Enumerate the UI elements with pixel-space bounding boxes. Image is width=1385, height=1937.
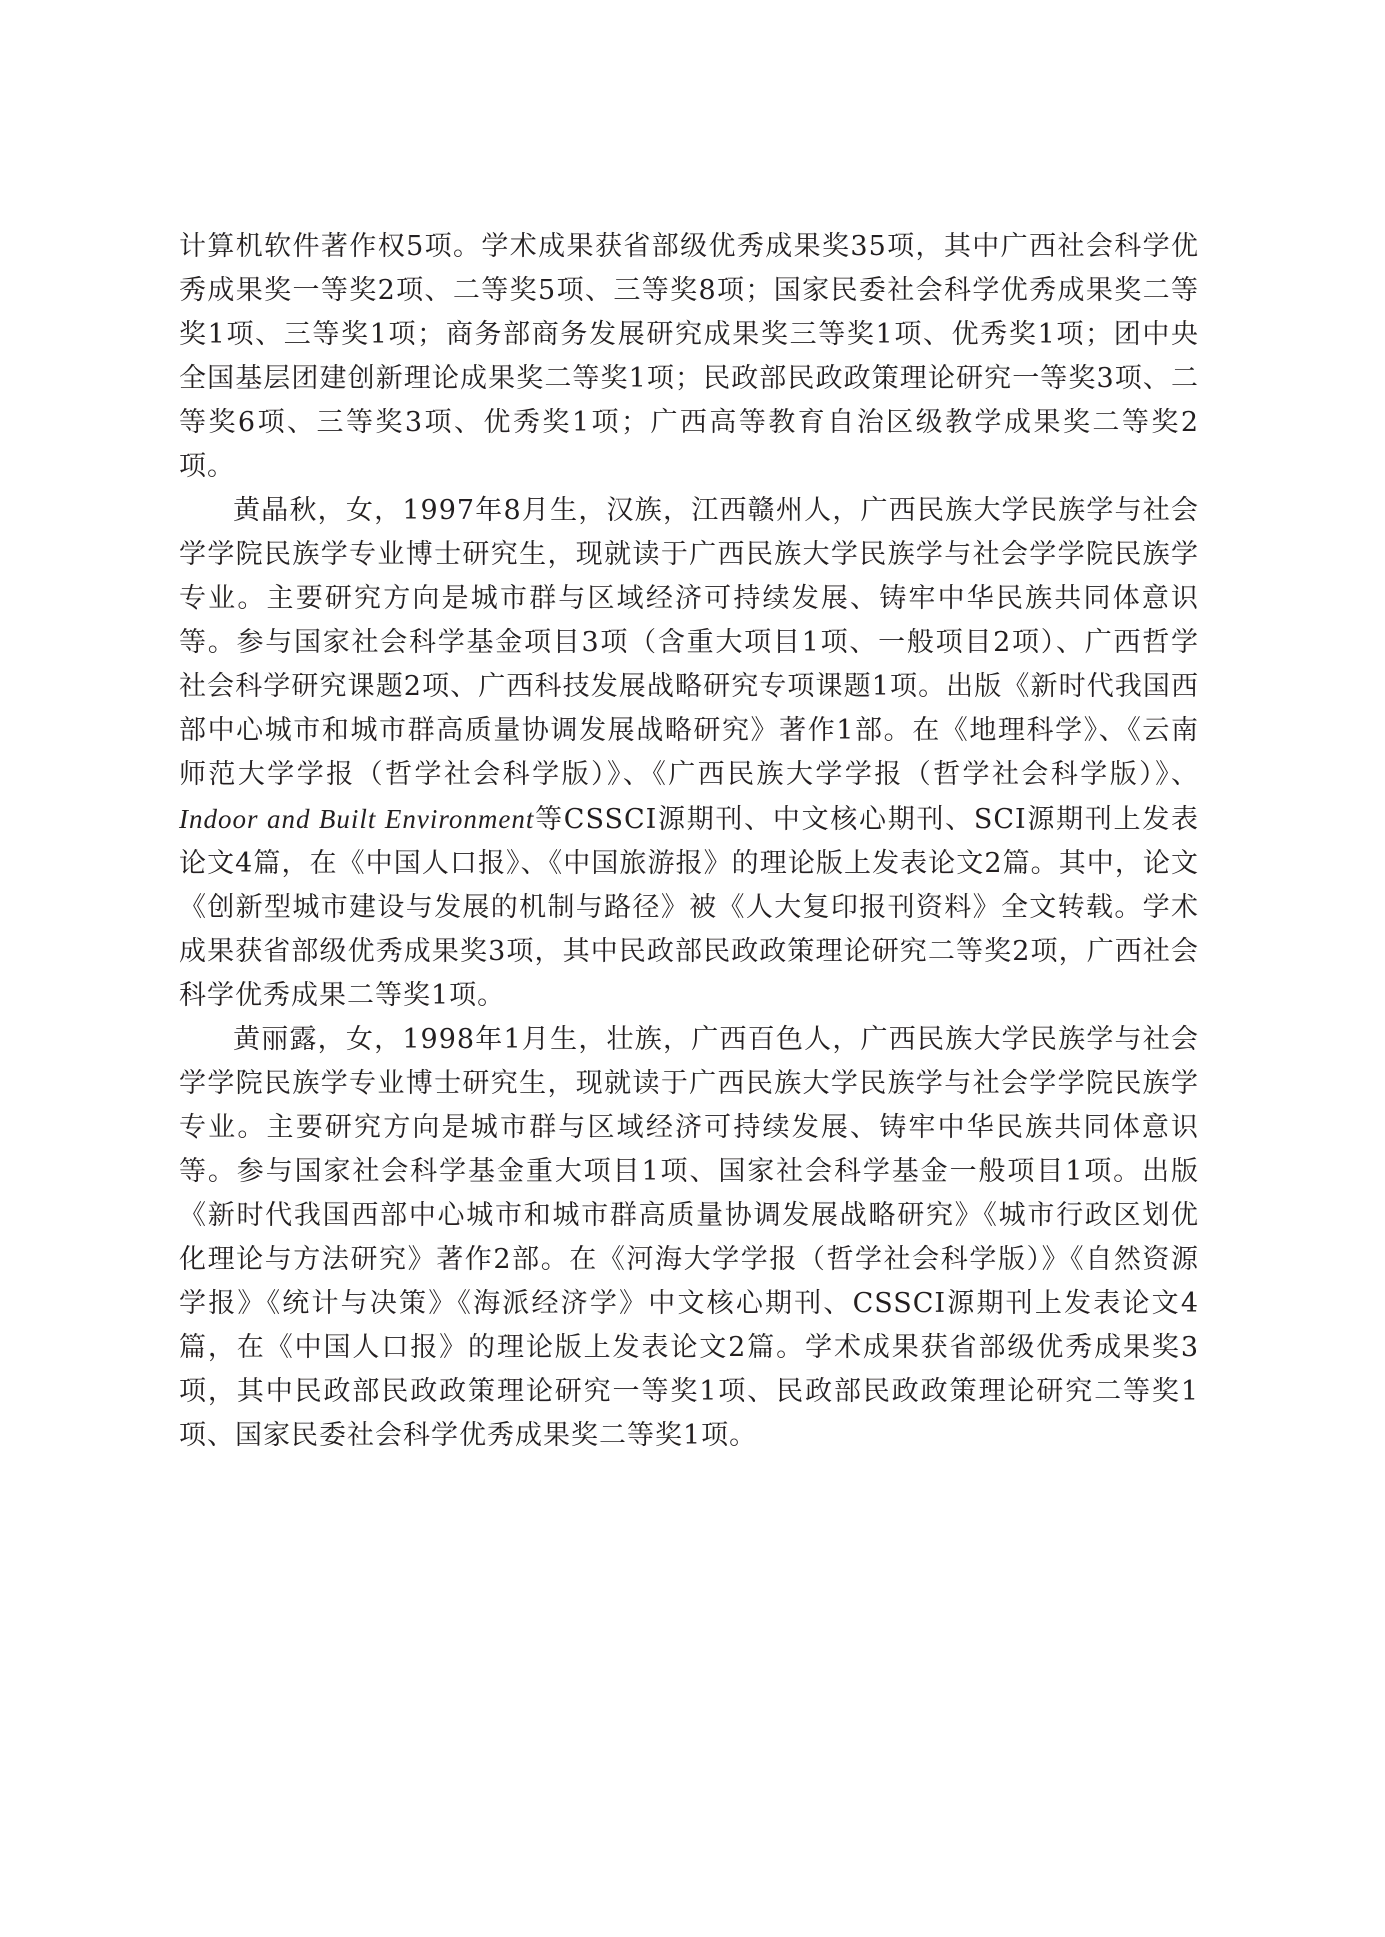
paragraph-text: 计算机软件著作权5项。学术成果获省部级优秀成果奖35项，其中广西社会科学优秀成果奖一等奖2项、二等奖5项、三等奖8项；国家民委社会科学优秀成果奖二等奖1项、三等奖1项；商务部商务发展研究成果奖三等奖1项、优秀奖1项；团中央全国基层团建创新理论成果奖二等奖1项；民政部民政政策理论研究一等奖3项、二等奖6项、三等奖3项、优秀奖1项；广西高等教育自治区级教学成果奖二等奖2项。 <box>179 231 1199 482</box>
body-text <box>179 225 1199 1458</box>
paragraph-text: 黄晶秋，女，1997年8月生，汉族，江西赣州人，广西民族大学民族学与社会学学院民族学专业博士研究生，现就读于广西民族大学民族学与社会学学院民族学专业。主要研究方向是城市群与区域经济可持续发展、铸牢中华民族共同体意识等。参与国家社会科学基金项目3项（含重大项目1项、一般项目2项）、广西哲学社会科学研究课题2项、广西科技发展战略研究专项课题1项。出版《新时代我国西部中心城市和城市群高质量协调发展战略研究》著作1部。在《地理科学》、《云南师范大学学报（哲学社会科学版）》、《广西民族大学学报（哲学社会科学版）》、 <box>179 495 1199 790</box>
paragraph-huang-lilu-bio <box>179 1018 1199 1458</box>
journal-title-italic: Indoor and Built Environment <box>179 804 535 834</box>
paragraph-huang-jingqiu-bio <box>179 489 1199 1018</box>
paragraph-text: 等CSSCI源期刊、中文核心期刊、SCI源期刊上发表论文4篇，在《中国人口报》、《中国旅游报》的理论版上发表论文2篇。其中，论文《创新型城市建设与发展的机制与路径》被《人大复印报刊资料》全文转载。学术成果获省部级优秀成果奖3项，其中民政部民政政策理论研究二等奖2项，广西社会科学优秀成果二等奖1项。 <box>179 804 1199 1011</box>
paragraph-text: 黄丽露，女，1998年1月生，壮族，广西百色人，广西民族大学民族学与社会学学院民族学专业博士研究生，现就读于广西民族大学民族学与社会学学院民族学专业。主要研究方向是城市群与区域经济可持续发展、铸牢中华民族共同体意识等。参与国家社会科学基金重大项目1项、国家社会科学基金一般项目1项。出版《新时代我国西部中心城市和城市群高质量协调发展战略研究》《城市行政区划优化理论与方法研究》著作2部。在《河海大学学报（哲学社会科学版）》《自然资源学报》《统计与决策》《海派经济学》中文核心期刊、CSSCI源期刊上发表论文4篇，在《中国人口报》的理论版上发表论文2篇。学术成果获省部级优秀成果奖3项，其中民政部民政政策理论研究一等奖1项、民政部民政政策理论研究二等奖1项、国家民委社会科学优秀成果奖二等奖1项。 <box>179 1024 1199 1451</box>
paragraph-awards-continued <box>179 225 1199 489</box>
